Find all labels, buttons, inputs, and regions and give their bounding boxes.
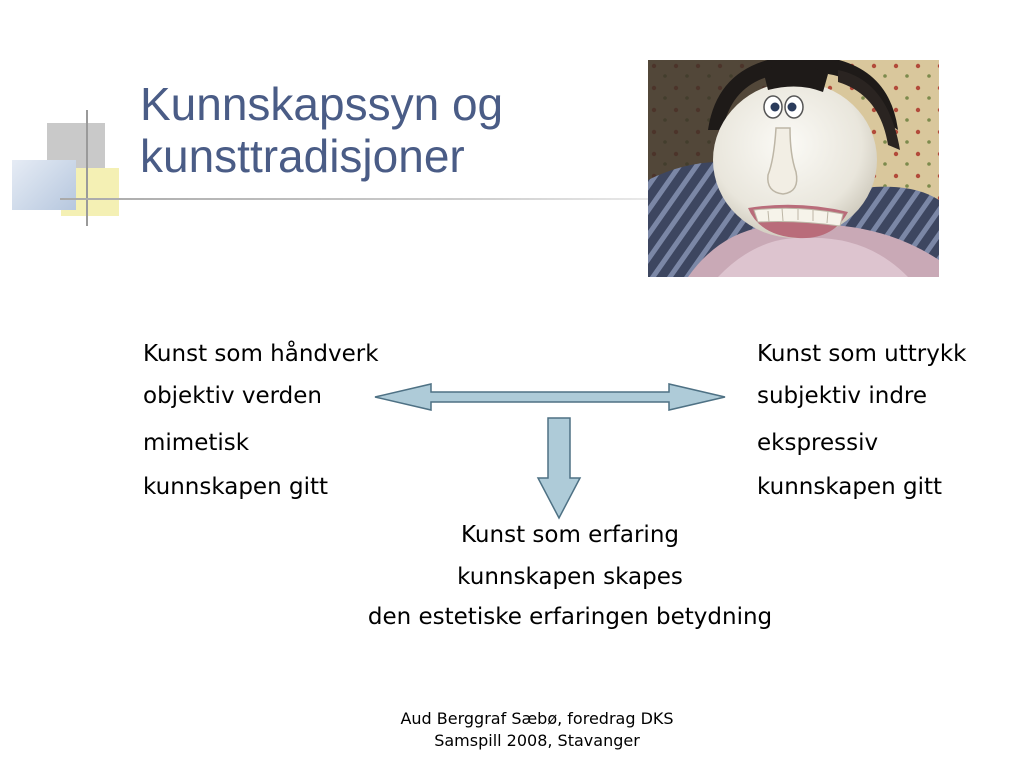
slide-title [140, 78, 503, 182]
right-heading: Kunst som uttrykk [757, 341, 967, 367]
title-underline [60, 198, 660, 200]
title-line-1: Kunnskapssyn og [140, 78, 504, 130]
footer-line-1: Aud Berggraf Sæbø, foredrag DKS [400, 709, 674, 728]
puppet-photo-graphic [648, 60, 939, 277]
puppet-photo [648, 60, 939, 277]
slide-footer [337, 708, 737, 752]
down-arrow-icon [536, 416, 582, 520]
double-arrow-icon [373, 382, 727, 412]
center-line-3: den estetiske erfaringen betydning [367, 604, 773, 630]
footer-line-2: Samspill 2008, Stavanger [434, 731, 640, 750]
left-line-3: mimetisk [143, 430, 250, 456]
right-line-2: subjektiv indre [757, 383, 928, 409]
left-line-4: kunnskapen gitt [143, 474, 328, 500]
center-line-2: kunnskapen skapes [457, 564, 683, 590]
right-line-4: kunnskapen gitt [757, 474, 942, 500]
left-heading: Kunst som håndverk [143, 341, 379, 367]
decor-vertical-line [86, 110, 88, 226]
center-heading: Kunst som erfaring [461, 522, 679, 548]
right-line-3: ekspressiv [757, 430, 879, 456]
title-line-2: kunsttradisjoner [140, 130, 465, 182]
decor-square-blue [12, 160, 76, 210]
left-line-2: objektiv verden [143, 383, 323, 409]
